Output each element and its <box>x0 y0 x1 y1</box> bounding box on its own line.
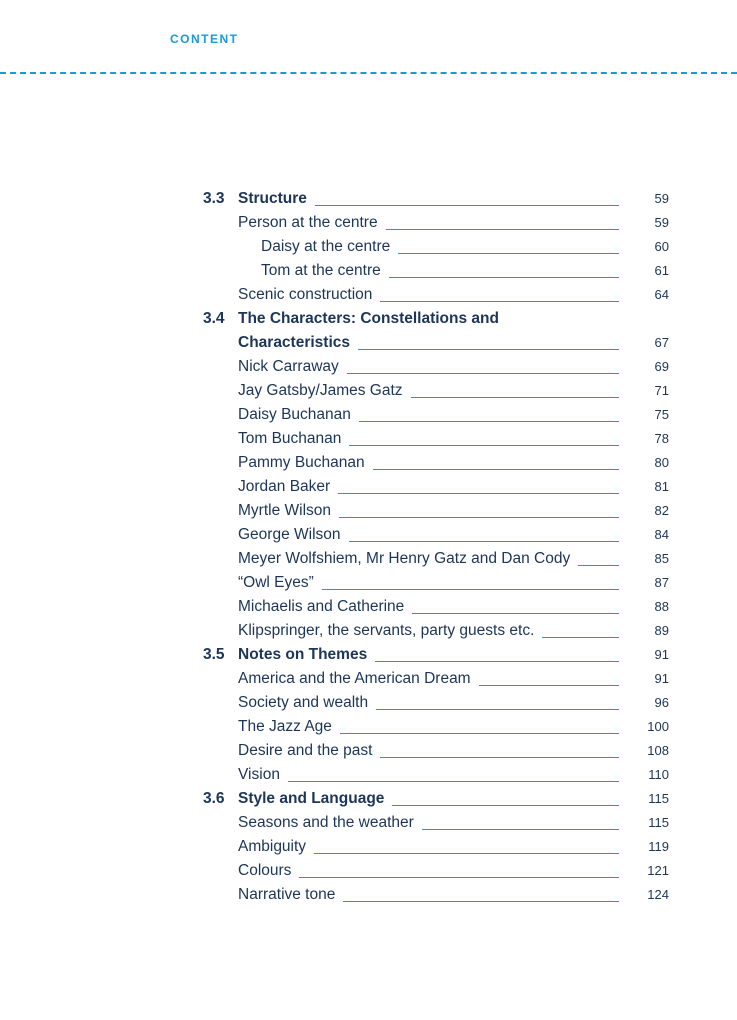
toc-leader-line <box>339 517 619 518</box>
toc-entry-title: Notes on Themes <box>238 646 368 663</box>
toc-entry-title: Tom at the centre <box>261 262 381 279</box>
toc-page-number: 60 <box>654 239 669 254</box>
toc-leader-line <box>373 469 619 470</box>
toc-leader-line <box>376 709 619 710</box>
toc-page-number: 82 <box>654 503 669 518</box>
toc-entry[interactable] <box>238 595 669 619</box>
toc-entry[interactable] <box>238 643 669 667</box>
toc-entry-title: Style and Language <box>238 790 385 807</box>
toc-page-number: 59 <box>654 215 669 230</box>
toc-row[interactable] <box>203 403 669 427</box>
toc-section-number: 3.3 <box>203 190 225 207</box>
toc-row[interactable] <box>203 259 669 283</box>
toc-entry[interactable] <box>238 187 669 211</box>
toc-page-number: 67 <box>654 335 669 350</box>
toc-entry-title: Daisy Buchanan <box>238 406 351 423</box>
toc-page-number: 59 <box>654 191 669 206</box>
toc-row[interactable] <box>203 811 669 835</box>
toc-entry[interactable] <box>238 571 669 595</box>
toc-page-number: 71 <box>654 383 669 398</box>
toc-leader-line <box>349 445 619 446</box>
toc-page-number: 80 <box>654 455 669 470</box>
toc-entry-title: Structure <box>238 190 307 207</box>
toc-row[interactable] <box>203 451 669 475</box>
toc-leader-line <box>314 853 619 854</box>
toc-entry-title: America and the American Dream <box>238 670 471 687</box>
table-of-contents <box>203 187 669 907</box>
toc-row[interactable] <box>203 331 669 355</box>
toc-row[interactable] <box>203 379 669 403</box>
toc-leader-line <box>288 781 619 782</box>
toc-row[interactable] <box>203 835 669 859</box>
toc-page-number: 69 <box>654 359 669 374</box>
toc-page-number: 84 <box>654 527 669 542</box>
toc-page-number: 91 <box>654 647 669 662</box>
toc-row[interactable] <box>203 499 669 523</box>
toc-entry-title: Pammy Buchanan <box>238 454 365 471</box>
toc-entry-title: Michaelis and Catherine <box>238 598 405 615</box>
toc-row[interactable] <box>203 667 669 691</box>
toc-leader-line <box>299 877 619 878</box>
toc-leader-line <box>322 589 619 590</box>
toc-entry[interactable] <box>238 379 669 403</box>
toc-entry[interactable] <box>238 811 669 835</box>
toc-page-number: 64 <box>654 287 669 302</box>
toc-entry[interactable] <box>238 523 669 547</box>
toc-page-number: 115 <box>648 791 669 806</box>
toc-entry-title: Klipspringer, the servants, party guests etc. <box>238 622 535 639</box>
toc-page-number: 75 <box>654 407 669 422</box>
toc-row[interactable] <box>203 187 669 211</box>
toc-entry[interactable] <box>238 427 669 451</box>
toc-row[interactable] <box>203 523 669 547</box>
toc-entry[interactable] <box>238 739 669 763</box>
toc-entry-title: Daisy at the centre <box>261 238 391 255</box>
toc-entry-title: Myrtle Wilson <box>238 502 332 519</box>
toc-page-number: 110 <box>648 767 669 782</box>
toc-entry[interactable] <box>261 259 669 283</box>
toc-page-number: 119 <box>648 839 669 854</box>
toc-leader-line <box>389 277 619 278</box>
section-header-label: CONTENT <box>170 32 239 46</box>
toc-entry[interactable] <box>238 331 669 355</box>
toc-page-number: 89 <box>654 623 669 638</box>
toc-page-number: 121 <box>647 863 669 878</box>
toc-entry[interactable] <box>238 835 669 859</box>
toc-entry-title: The Characters: Constellations and <box>238 310 499 327</box>
toc-entry[interactable] <box>238 763 669 787</box>
toc-entry-title: Scenic construction <box>238 286 373 303</box>
toc-entry[interactable] <box>238 619 669 643</box>
toc-leader-line <box>315 205 619 206</box>
toc-row[interactable] <box>203 883 669 907</box>
toc-leader-line <box>338 493 619 494</box>
toc-row[interactable] <box>203 475 669 499</box>
toc-entry-title: Person at the centre <box>238 214 378 231</box>
toc-entry-title: Jay Gatsby/James Gatz <box>238 382 403 399</box>
toc-entry[interactable] <box>238 283 669 307</box>
toc-page-number: 100 <box>647 719 669 734</box>
toc-page-number: 96 <box>654 695 669 710</box>
toc-page-number: 108 <box>647 743 669 758</box>
toc-entry-title: “Owl Eyes” <box>238 574 314 591</box>
toc-entry[interactable] <box>238 787 669 811</box>
toc-entry[interactable] <box>238 403 669 427</box>
toc-row[interactable] <box>203 283 669 307</box>
toc-leader-line <box>479 685 619 686</box>
toc-leader-line <box>380 757 619 758</box>
toc-entry[interactable] <box>238 475 669 499</box>
toc-section-number: 3.5 <box>203 646 225 663</box>
toc-entry[interactable] <box>238 355 669 379</box>
toc-leader-line <box>392 805 619 806</box>
toc-leader-line <box>422 829 619 830</box>
toc-page-number: 85 <box>654 551 669 566</box>
toc-entry-title: Ambiguity <box>238 838 307 855</box>
toc-page-number: 87 <box>654 575 669 590</box>
toc-page-number: 91 <box>654 671 669 686</box>
toc-row[interactable] <box>203 307 669 331</box>
toc-row[interactable] <box>203 595 669 619</box>
toc-row[interactable] <box>203 787 669 811</box>
toc-row[interactable] <box>203 355 669 379</box>
toc-leader-line <box>347 373 619 374</box>
toc-row[interactable] <box>203 763 669 787</box>
toc-entry-title: Tom Buchanan <box>238 430 342 447</box>
toc-page-number: 88 <box>654 599 669 614</box>
toc-leader-line <box>343 901 619 902</box>
toc-leader-line <box>412 613 619 614</box>
toc-page-number: 81 <box>654 479 669 494</box>
toc-row[interactable] <box>203 571 669 595</box>
toc-entry[interactable] <box>238 715 669 739</box>
toc-leader-line <box>398 253 619 254</box>
toc-entry-title: Vision <box>238 766 280 783</box>
toc-row[interactable] <box>203 427 669 451</box>
toc-row[interactable] <box>203 235 669 259</box>
toc-row[interactable] <box>203 691 669 715</box>
toc-entry[interactable] <box>238 499 669 523</box>
toc-page-number: 78 <box>654 431 669 446</box>
toc-entry-title: Seasons and the weather <box>238 814 414 831</box>
toc-page-number: 61 <box>654 263 669 278</box>
toc-row[interactable] <box>203 547 669 571</box>
toc-leader-line <box>386 229 619 230</box>
toc-entry[interactable] <box>238 211 669 235</box>
toc-entry-title: Characteristics <box>238 334 351 351</box>
toc-leader-line <box>411 397 619 398</box>
toc-entry-title: Colours <box>238 862 292 879</box>
toc-leader-line <box>380 301 619 302</box>
toc-entry[interactable] <box>238 691 669 715</box>
toc-leader-line <box>349 541 619 542</box>
toc-entry[interactable] <box>238 307 669 331</box>
toc-entry[interactable] <box>238 883 669 907</box>
toc-leader-line <box>340 733 619 734</box>
toc-entry[interactable] <box>238 667 669 691</box>
toc-entry-title: Desire and the past <box>238 742 373 759</box>
toc-row[interactable] <box>203 643 669 667</box>
header-dashed-rule <box>0 72 737 74</box>
toc-entry[interactable] <box>238 859 669 883</box>
toc-entry-title: Jordan Baker <box>238 478 331 495</box>
toc-leader-line <box>542 637 619 638</box>
toc-leader-line <box>359 421 619 422</box>
toc-section-number: 3.4 <box>203 310 225 327</box>
toc-entry-title: George Wilson <box>238 526 341 543</box>
toc-row[interactable] <box>203 715 669 739</box>
toc-entry[interactable] <box>238 547 669 571</box>
toc-page-number: 115 <box>648 815 669 830</box>
toc-leader-line <box>578 565 619 566</box>
toc-leader-line <box>358 349 619 350</box>
toc-row[interactable] <box>203 211 669 235</box>
toc-entry-title: Narrative tone <box>238 886 336 903</box>
toc-leader-line <box>375 661 619 662</box>
toc-entry-title: Meyer Wolfshiem, Mr Henry Gatz and Dan Cody <box>238 550 571 567</box>
toc-row[interactable] <box>203 739 669 763</box>
toc-entry-title: Society and wealth <box>238 694 369 711</box>
toc-entry[interactable] <box>261 235 669 259</box>
toc-section-number: 3.6 <box>203 790 225 807</box>
toc-entry-title: Nick Carraway <box>238 358 339 375</box>
toc-row[interactable] <box>203 859 669 883</box>
toc-entry[interactable] <box>238 451 669 475</box>
toc-page-number: 124 <box>647 887 669 902</box>
toc-row[interactable] <box>203 619 669 643</box>
toc-entry-title: The Jazz Age <box>238 718 332 735</box>
